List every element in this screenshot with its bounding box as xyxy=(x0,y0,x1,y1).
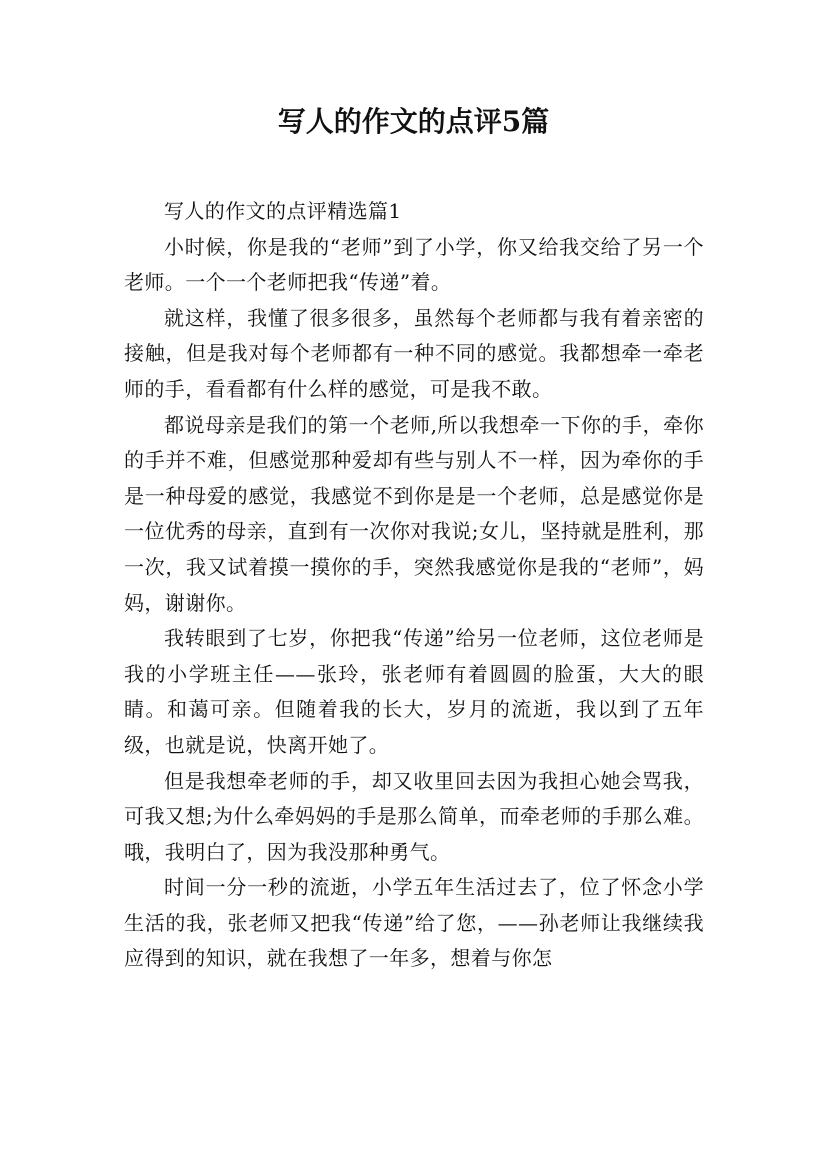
paragraph: 我转眼到了七岁，你把我“传递”给另一位老师，这位老师是我的小学班主任——张玲，张老师有着圆圆的脸蛋，大大的眼睛。和蔼可亲。但随着我的长大，岁月的流逝，我以到了五年级，也就是说，快离开她了。 xyxy=(124,626,704,757)
paragraph: 都说母亲是我们的第一个老师,所以我想牵一下你的手，牵你的手并不难，但感觉那种爱却有些与别人不一样，因为牵你的手是一种母爱的感觉，我感觉不到你是是一个老师，总是感觉你是一位优秀的母亲，直到有一次你对我说;女儿，坚持就是胜利，那一次，我又试着摸一摸你的手，突然我感觉你是我的“老师”，妈妈，谢谢你。 xyxy=(124,412,704,615)
paragraph: 就这样，我懂了很多很多，虽然每个老师都与我有着亲密的接触，但是我对每个老师都有一种不同的感觉。我都想牵一牵老师的手，看看都有什么样的感觉，可是我不敢。 xyxy=(124,305,704,401)
paragraph: 时间一分一秒的流逝，小学五年生活过去了，位了怀念小学生活的我，张老师又把我“传递”给了您，——孙老师让我继续我应得到的知识，就在我想了一年多，想着与你怎 xyxy=(124,875,704,971)
paragraph: 但是我想牵老师的手，却又收里回去因为我担心她会骂我，可我又想;为什么牵妈妈的手是那么简单，而牵老师的手那么难。哦，我明白了，因为我没那种勇气。 xyxy=(124,768,704,864)
document-body xyxy=(124,194,704,977)
paragraph: 小时候，你是我的“老师”到了小学，你又给我交给了另一个老师。一个一个老师把我“传递”着。 xyxy=(124,234,704,295)
document-title: 写人的作文的点评5篇 xyxy=(277,105,550,138)
section-heading: 写人的作文的点评精选篇1 xyxy=(164,199,402,223)
